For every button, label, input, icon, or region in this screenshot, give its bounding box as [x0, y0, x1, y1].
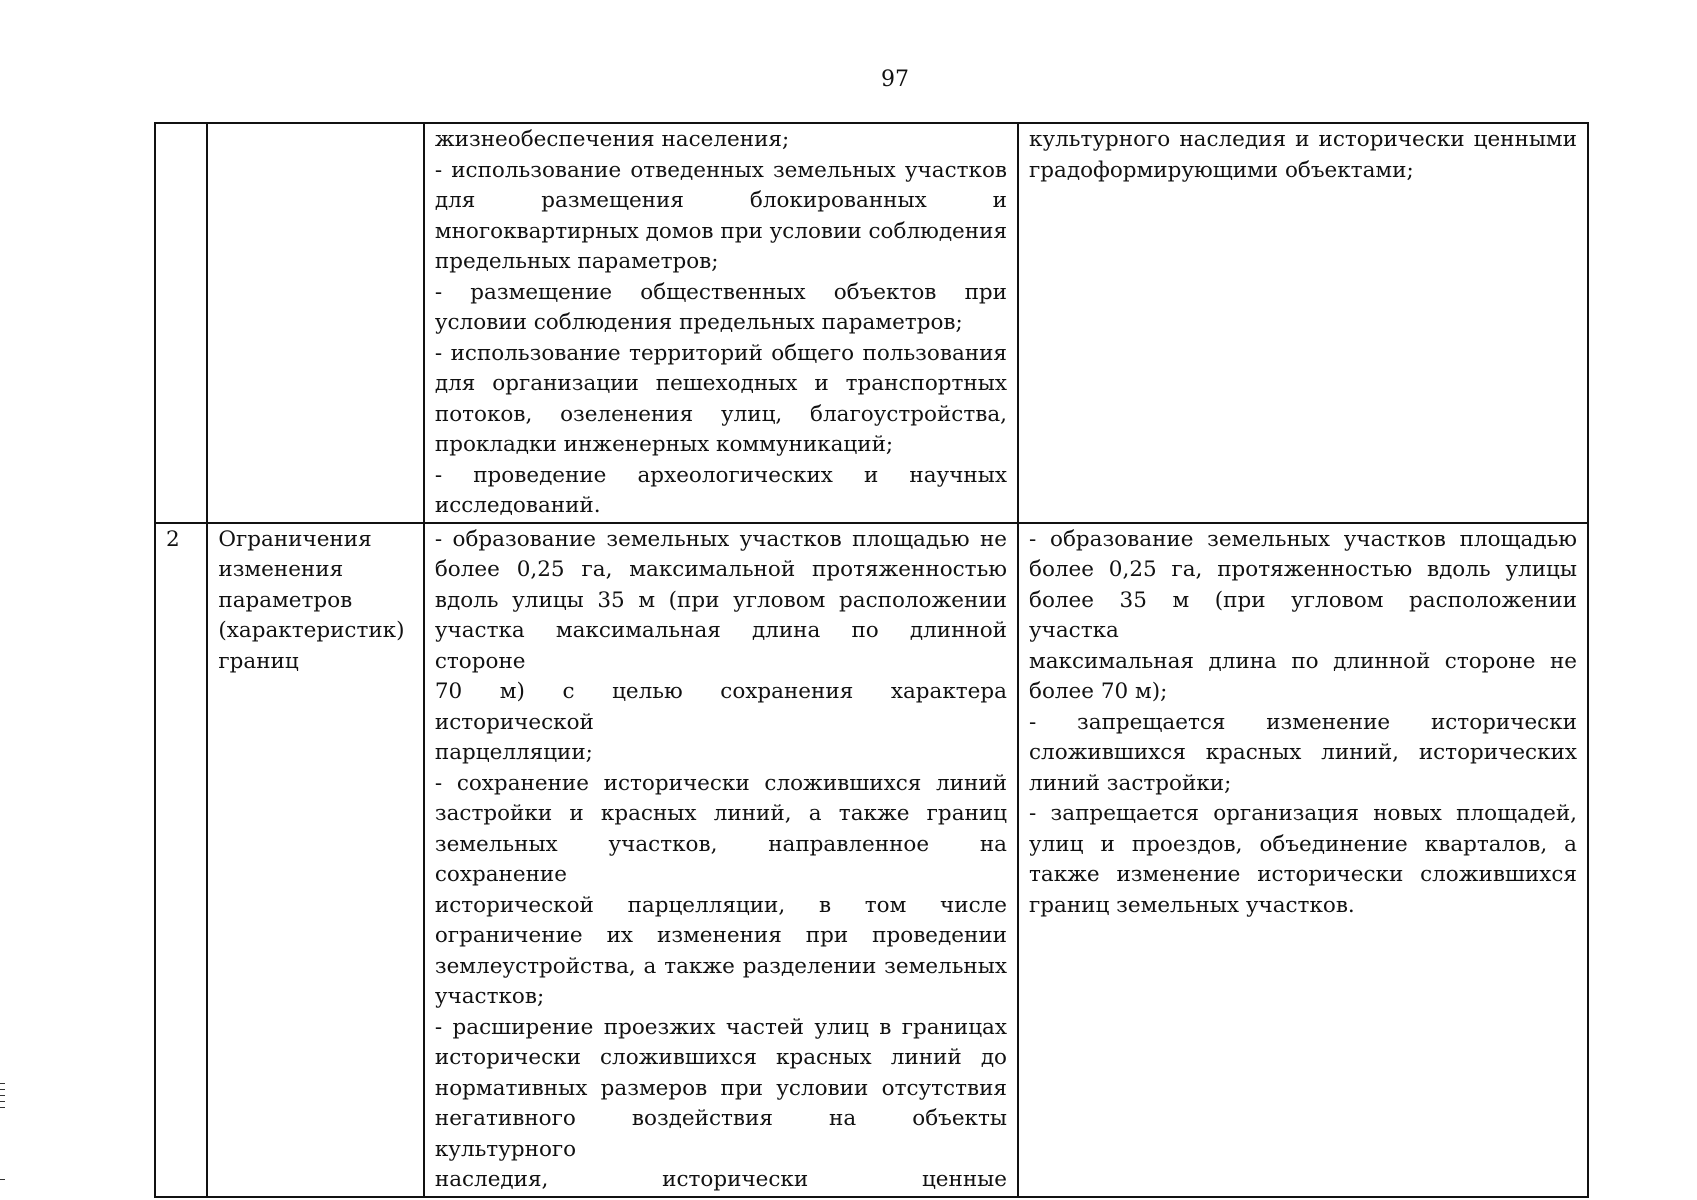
requirements-line: наследия, исторически ценные: [434, 1167, 1007, 1192]
regulations-table: [154, 122, 1589, 1198]
requirements-line: - размещение общественных объектов при: [434, 279, 1007, 305]
table-row: [155, 523, 1588, 1197]
limitations-line: - запрещается изменение исторически: [1029, 709, 1577, 735]
row-title-line: границ: [218, 648, 299, 674]
limitations-line: линий застройки;: [1029, 770, 1232, 796]
requirements-line: более 0,25 га, максимальной протяженностью: [434, 557, 1007, 582]
requirements-line: негативного воздействия на объекты культурного: [434, 1106, 1007, 1162]
requirements-line: условии соблюдения предельных параметров;: [434, 310, 963, 335]
limitations-line: более 35 м (при угловом расположении участка: [1029, 587, 1577, 643]
scan-tick-mark: [0, 1179, 5, 1180]
limitations-line: более 70 м);: [1029, 679, 1168, 704]
limitations-line: более 0,25 га, протяженностью вдоль улицы: [1029, 557, 1577, 582]
limitations-cell: [1018, 123, 1588, 523]
requirements-line: - использование отведенных земельных участков: [434, 157, 1007, 183]
requirements-line: многоквартирных домов при условии соблюдения: [434, 218, 1008, 244]
table-row: [155, 123, 1588, 523]
page-number: 97: [881, 67, 909, 92]
row-title-line: изменения: [218, 557, 344, 582]
requirements-line: предельных параметров;: [434, 249, 719, 274]
requirements-line: участков;: [434, 984, 545, 1009]
requirements-line: застройки и красных линий, а также границ: [434, 801, 1007, 826]
scan-tick-mark: [0, 1095, 5, 1096]
scan-tick-mark: [0, 1083, 5, 1084]
requirements-line: вдоль улицы 35 м (при угловом расположении: [434, 587, 1007, 613]
limitations-line: также изменение исторически сложившихся: [1029, 862, 1577, 887]
row-title-line: Ограничения: [218, 526, 372, 552]
requirements-line: - использование территорий общего пользования: [434, 340, 1007, 366]
requirements-line: - расширение проезжих частей улиц в границах: [434, 1014, 1007, 1040]
scan-tick-mark: [0, 1107, 5, 1108]
scan-tick-mark: [0, 1089, 5, 1090]
requirements-line: 70 м) с целью сохранения характера исторической: [434, 679, 1007, 735]
requirements-line: участка максимальная длина по длинной стороне: [434, 618, 1007, 674]
requirements-line: нормативных размеров при условии отсутствия: [434, 1075, 1007, 1101]
requirements-line: - сохранение исторически сложившихся линий: [434, 770, 1007, 796]
row-title-line: (характеристик): [218, 618, 405, 643]
requirements-line: потоков, озеленения улиц, благоустройства,: [434, 401, 1007, 427]
requirements-line: для организации пешеходных и транспортных: [434, 371, 1007, 396]
row-title-cell: [207, 523, 424, 1197]
requirements-line: - проведение археологических и научных: [434, 462, 1007, 488]
requirements-line: для размещения блокированных и: [434, 188, 1007, 213]
requirements-cell: [424, 123, 1018, 523]
requirements-line: - образование земельных участков площадью не: [434, 526, 1007, 552]
row-title-line: параметров: [218, 587, 353, 613]
requirements-line: исследований.: [434, 493, 601, 518]
row-number-cell: [155, 523, 207, 1197]
limitations-line: максимальная длина по длинной стороне не: [1029, 648, 1577, 674]
limitations-cell: [1018, 523, 1588, 1197]
requirements-line: земельных участков, направленное на сохранение: [434, 831, 1007, 887]
requirements-line: ограничение их изменения при проведении: [434, 923, 1007, 948]
requirements-line: прокладки инженерных коммуникаций;: [434, 432, 894, 457]
row-number: 2: [166, 526, 180, 552]
limitations-line: сложившихся красных линий, исторических: [1029, 740, 1577, 765]
table-body: [155, 123, 1588, 1197]
limitations-line: - запрещается организация новых площадей,: [1029, 801, 1577, 826]
requirements-line: исторически сложившихся красных линий до: [434, 1045, 1007, 1070]
requirements-line: парцелляции;: [434, 740, 593, 765]
row-number-cell: [155, 123, 207, 523]
limitations-line: культурного наследия и исторически ценными: [1029, 127, 1577, 152]
scan-tick-mark: [0, 1101, 5, 1102]
requirements-line: землеустройства, а также разделении земельных: [434, 953, 1007, 979]
limitations-line: границ земельных участков.: [1029, 892, 1355, 918]
requirements-line: жизнеобеспечения населения;: [434, 127, 790, 152]
requirements-line: исторической парцелляции, в том числе: [434, 892, 1007, 918]
row-title-cell: [207, 123, 424, 523]
limitations-line: улиц и проездов, объединение кварталов, а: [1029, 831, 1577, 857]
limitations-line: - образование земельных участков площадью: [1029, 526, 1577, 552]
requirements-cell: [424, 523, 1018, 1197]
limitations-line: градоформирующими объектами;: [1029, 157, 1414, 183]
